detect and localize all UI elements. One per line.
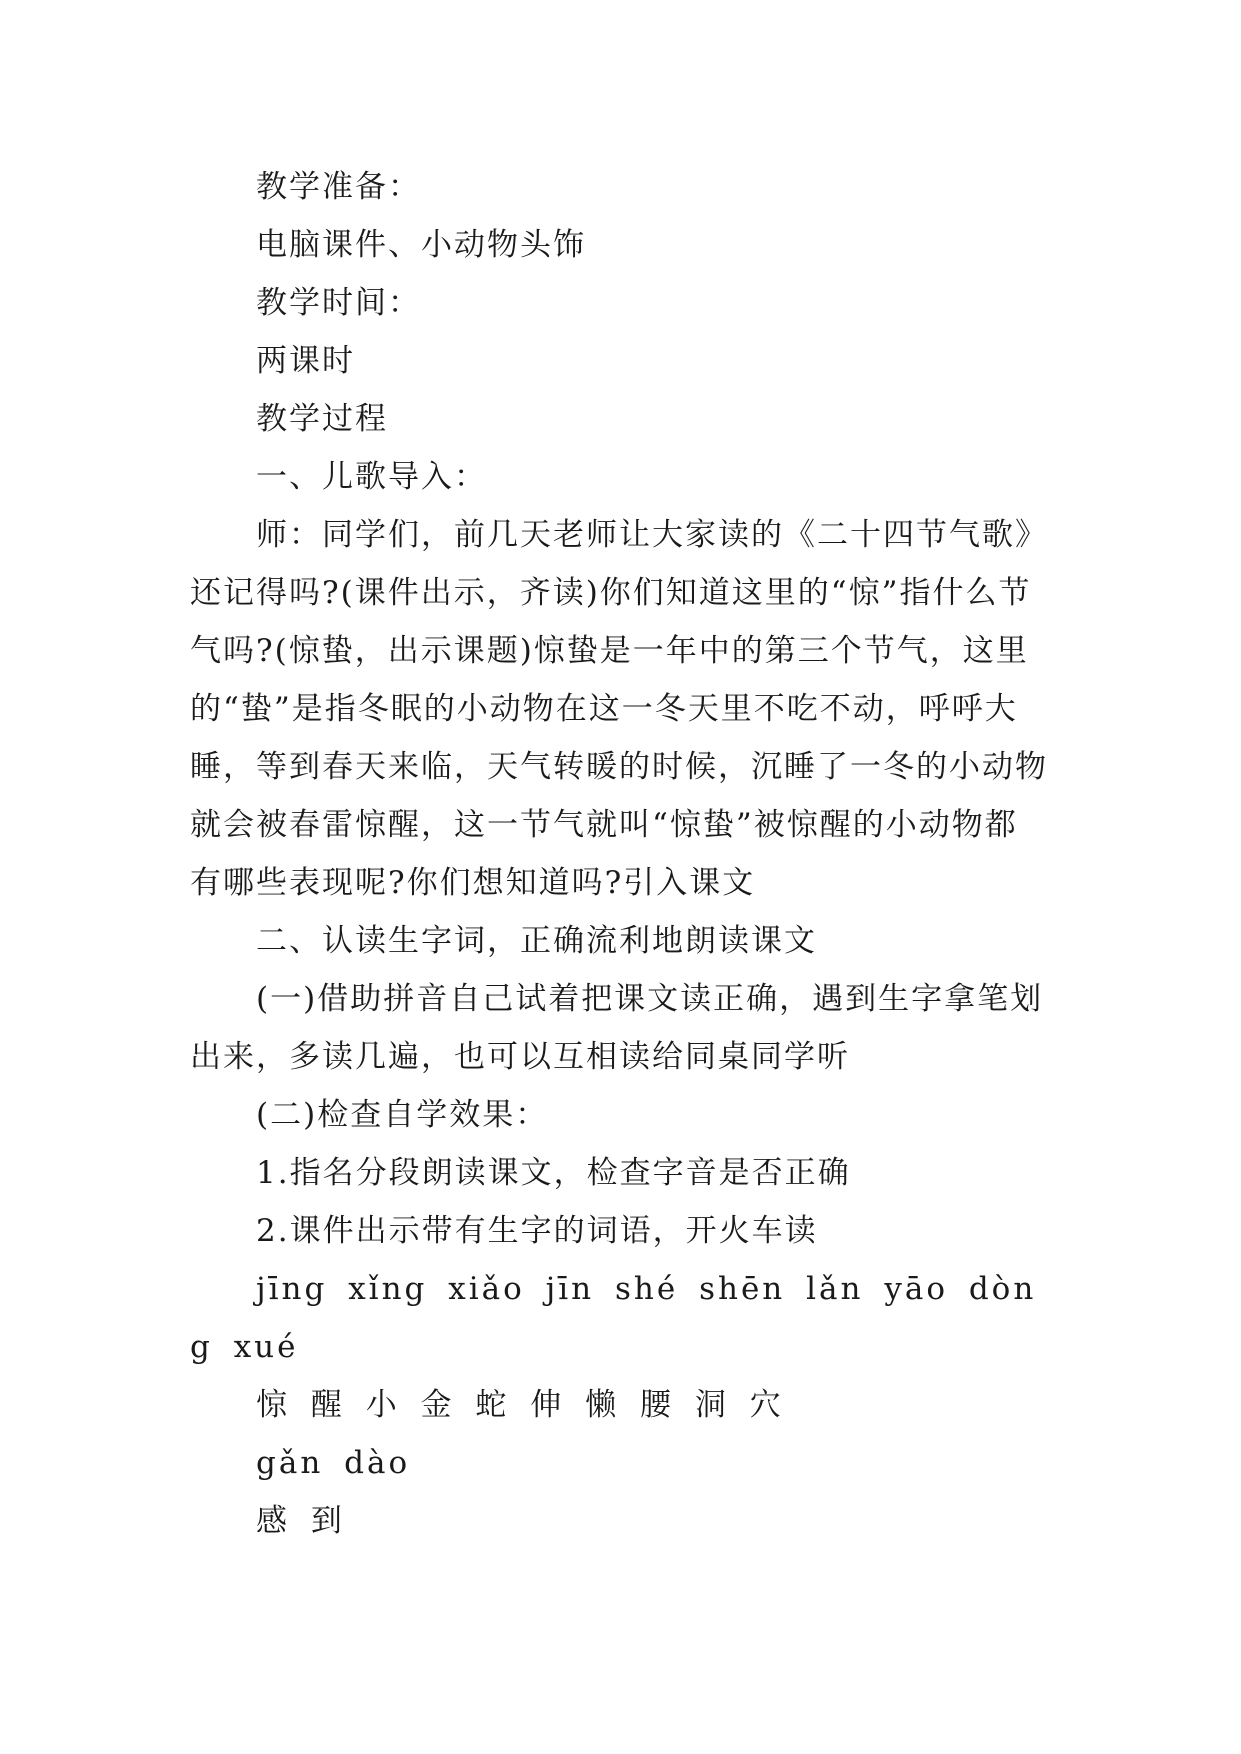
paragraph-self-study: (一)借助拼音自己试着把课文读正确，遇到生字拿笔划出来，多读几遍，也可以互相读给同桌同学听 <box>190 981 1044 1075</box>
heading-teaching-process: 教学过程 <box>256 401 388 437</box>
heading-teaching-time: 教学时间： <box>256 285 421 321</box>
pinyin-line-1: jīng xǐng xiǎo jīn shé shēn lǎn yāo dòng xué <box>190 1271 1037 1365</box>
paragraph-materials: 电脑课件、小动物头饰 <box>256 227 586 263</box>
vocab-line-2: 感 到 <box>256 1503 345 1539</box>
section-heading-reading: 二、认读生字词，正确流利地朗读课文 <box>256 923 817 959</box>
subheading-check: (二)检查自学效果： <box>256 1097 549 1133</box>
vocab-line-1: 惊 醒 小 金 蛇 伸 懒 腰 洞 穴 <box>256 1387 784 1423</box>
section-heading-intro: 一、儿歌导入： <box>256 459 487 495</box>
heading-teaching-preparation: 教学准备： <box>256 169 421 205</box>
paragraph-teacher-intro: 师：同学们，前几天老师让大家读的《二十四节气歌》还记得吗?(课件出示，齐读)你们知道这里的“惊”指什么节气吗?(惊蛰，出示课题)惊蛰是一年中的第三个节气，这里的“蛰”是指冬眠的小动物在这一冬天里不吃不动，呼呼大睡，等到春天来临，天气转暖的时候，沉睡了一冬的小动物就会被春雷惊醒，这一节气就叫“惊蛰”被惊醒的小动物都有哪些表现呢?你们想知道吗?引入课文 <box>190 517 1048 901</box>
list-item-2: 2.课件出示带有生字的词语，开火车读 <box>256 1213 818 1249</box>
pinyin-line-2: gǎn dào <box>256 1445 411 1481</box>
paragraph-duration: 两课时 <box>256 343 355 379</box>
list-item-1: 1.指名分段朗读课文，检查字音是否正确 <box>256 1155 851 1191</box>
document-body <box>190 158 1050 1550</box>
